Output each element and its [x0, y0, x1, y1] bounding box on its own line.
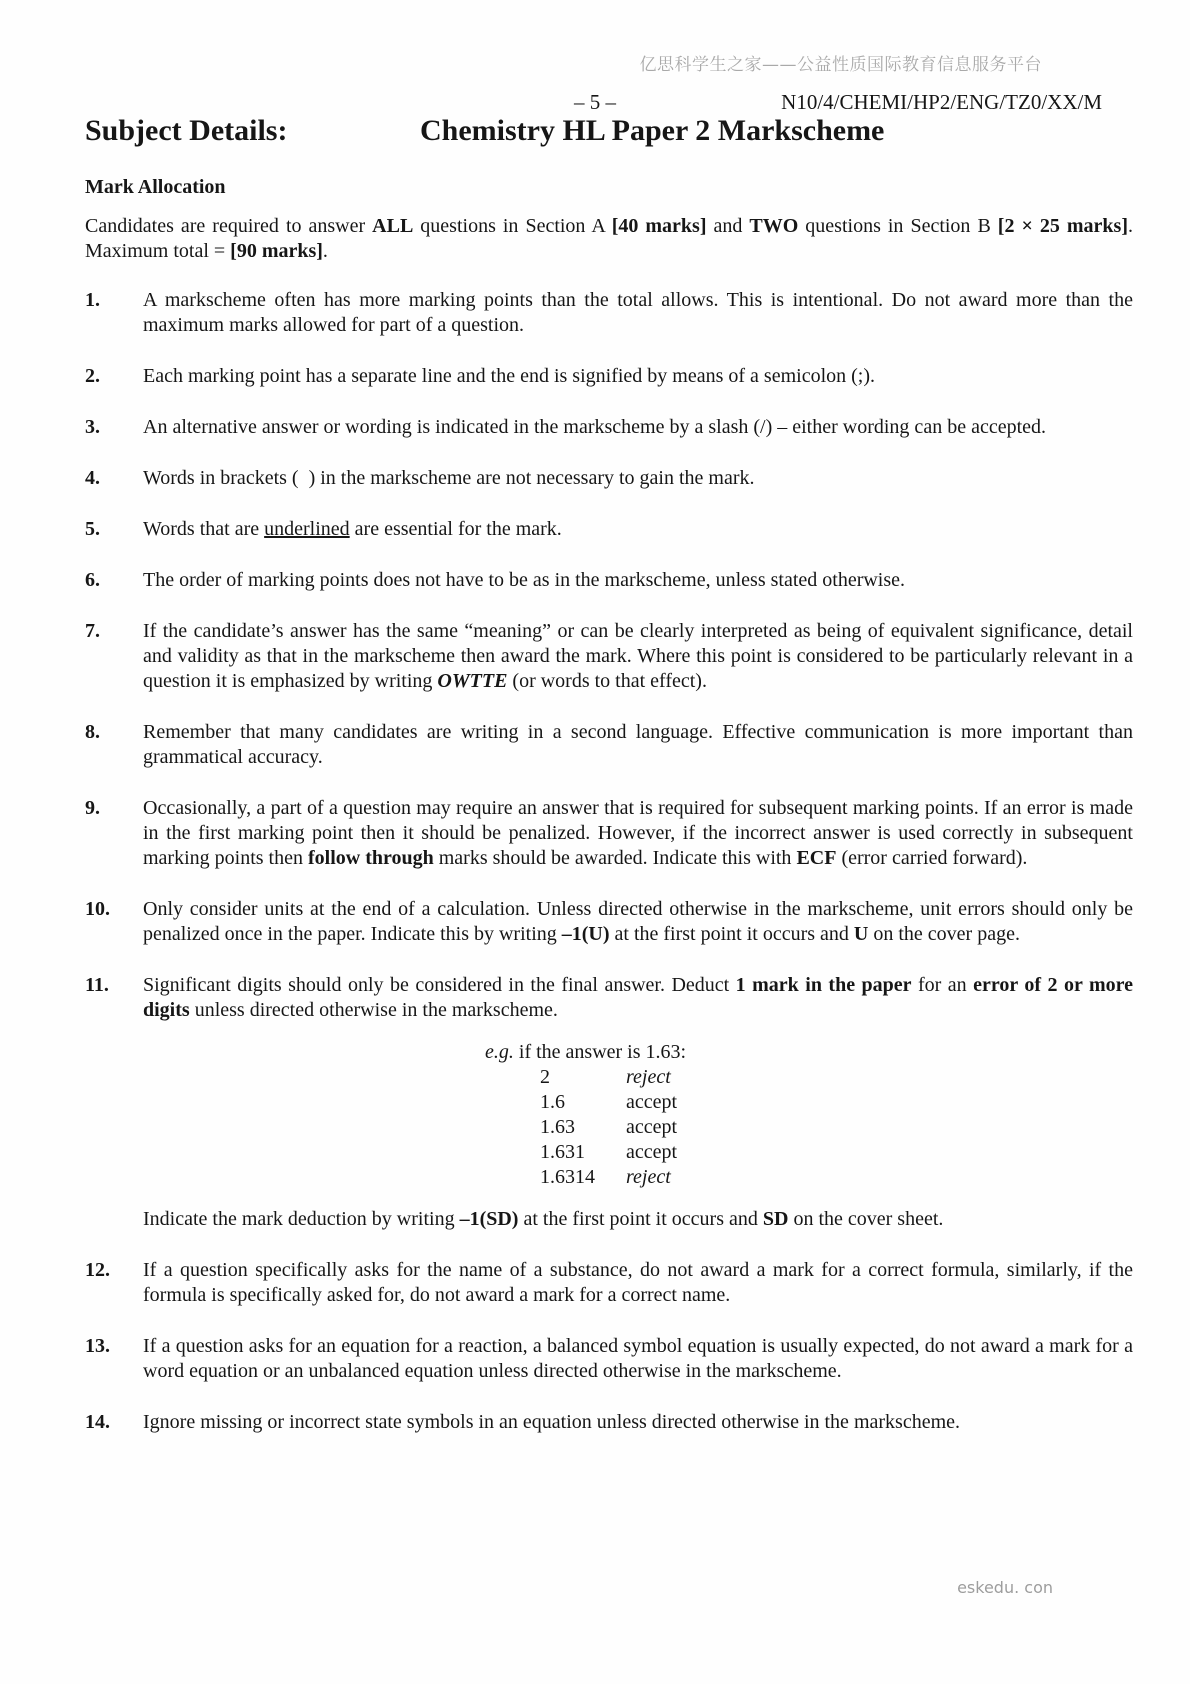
- rule-text: [143, 364, 1133, 389]
- example-verdict: reject: [626, 1166, 671, 1188]
- rule-number: 13.: [85, 1335, 110, 1357]
- rule-text: [143, 517, 1133, 542]
- rule-number: 4.: [85, 467, 100, 489]
- rule-item: [85, 973, 1133, 1232]
- subject-details-label: Subject Details:: [85, 114, 288, 147]
- rule-paragraph: Occasionally, a part of a question may require an answer that is required for subsequent marking points. If an error is made in the first marking point then it should be penalized. However, if the incorrect answer is used correctly in subsequent marking points then follow through marks should be awarded. Indicate this with ECF (error carried forward).: [143, 797, 1133, 869]
- rule-item: [85, 364, 1133, 389]
- rule-item: [85, 796, 1133, 871]
- rule-text: [143, 466, 1133, 491]
- rule-item: [85, 619, 1133, 694]
- rule-text: [143, 415, 1133, 440]
- page-number: – 5 –: [574, 90, 616, 114]
- document-title: [85, 112, 1133, 150]
- rule-text: [143, 973, 1133, 1232]
- rule-paragraph: Each marking point has a separate line and the end is signified by means of a semicolon (;).: [143, 365, 876, 387]
- example-value: 1.6314: [540, 1166, 595, 1188]
- example-verdict: accept: [626, 1116, 678, 1138]
- example-verdict: accept: [626, 1091, 678, 1113]
- rule-number: 7.: [85, 620, 100, 642]
- rule-paragraph: Words that are underlined are essential for the mark.: [143, 518, 562, 540]
- example-heading: e.g. if the answer is 1.63:: [485, 1041, 687, 1063]
- rule-paragraph: An alternative answer or wording is indicated in the markscheme by a slash (/) – either wording can be accepted.: [143, 416, 1047, 438]
- rule-paragraph: Significant digits should only be considered in the final answer. Deduct 1 mark in the paper for an error of 2 or more digits unless directed otherwise in the markscheme.: [143, 974, 1133, 1021]
- rule-paragraph: If the candidate’s answer has the same “meaning” or can be clearly interpreted as being of equivalent significance, detail and validity as that in the markscheme then award the mark. Where this point is considered to be particularly relevant in a question it is emphasized by writing OWTTE (or words to that effect).: [143, 620, 1133, 692]
- paper-code: N10/4/CHEMI/HP2/ENG/TZ0/XX/M: [781, 90, 1102, 114]
- intro-paragraph: Candidates are required to answer ALL questions in Section A [40 marks] and TWO questions in Section B [2 × 25 marks]. Maximum total = [90 marks].: [85, 215, 1133, 262]
- rule-item: [85, 415, 1133, 440]
- example-row: [540, 1090, 686, 1115]
- rule-paragraph: A markscheme often has more marking points than the total allows. This is intentional. Do not award more than the maximum marks allowed for part of a question.: [143, 289, 1133, 336]
- sd-deduction-note: Indicate the mark deduction by writing –1(SD) at the first point it occurs and SD on the cover sheet.: [143, 1208, 944, 1230]
- rule-text: [143, 897, 1133, 947]
- paper-title: Chemistry HL Paper 2 Markscheme: [420, 114, 885, 147]
- rule-item: [85, 1410, 1133, 1435]
- example-row: [540, 1165, 686, 1190]
- example-verdict: reject: [626, 1066, 671, 1088]
- rule-item: [85, 466, 1133, 491]
- rule-item: [85, 1258, 1133, 1308]
- example-verdict: accept: [626, 1141, 678, 1163]
- example-row: [540, 1065, 686, 1090]
- rule-text: [143, 1334, 1133, 1384]
- rules-list: [85, 288, 1133, 1435]
- section-heading: Mark Allocation: [85, 176, 226, 198]
- rule-item: [85, 568, 1133, 593]
- rule-number: 10.: [85, 898, 110, 920]
- rule-text: [143, 568, 1133, 593]
- example-value: 1.6: [540, 1091, 565, 1113]
- rule-number: 3.: [85, 416, 100, 438]
- rule-paragraph: If a question specifically asks for the name of a substance, do not award a mark for a correct formula, similarly, if the formula is specifically asked for, do not award a mark for a correct name.: [143, 1259, 1133, 1306]
- example-value: 2: [540, 1066, 550, 1088]
- rule-number: 11.: [85, 974, 109, 996]
- rule-item: [85, 1334, 1133, 1384]
- example-value: 1.631: [540, 1141, 585, 1163]
- rule-item: [85, 720, 1133, 770]
- rule-item: [85, 897, 1133, 947]
- example-value: 1.63: [540, 1116, 575, 1138]
- rule-text: [143, 1258, 1133, 1308]
- example-row: [540, 1115, 686, 1140]
- rule-number: 6.: [85, 569, 100, 591]
- rule-paragraph: Only consider units at the end of a calculation. Unless directed otherwise in the markscheme, unit errors should only be penalized once in the paper. Indicate this by writing –1(U) at the first point it occurs and U on the cover page.: [143, 898, 1133, 945]
- rule-paragraph: Remember that many candidates are writing in a second language. Effective communication is more important than grammatical accuracy.: [143, 721, 1133, 768]
- rule-paragraph: If a question asks for an equation for a reaction, a balanced symbol equation is usually expected, do not award a mark for a word equation or an unbalanced equation unless directed otherwise in the markscheme.: [143, 1335, 1133, 1382]
- rule-number: 14.: [85, 1411, 110, 1433]
- rule-number: 1.: [85, 289, 100, 311]
- rule-item: [85, 517, 1133, 542]
- rule-text: [143, 796, 1133, 871]
- rule-number: 5.: [85, 518, 100, 540]
- rule-paragraph: The order of marking points does not have to be as in the markscheme, unless stated otherwise.: [143, 569, 906, 591]
- rule-paragraph: Words in brackets ( ) in the markscheme are not necessary to gain the mark.: [143, 467, 755, 489]
- rule-item: [85, 288, 1133, 338]
- rule-text: [143, 720, 1133, 770]
- rule-paragraph: Ignore missing or incorrect state symbols in an equation unless directed otherwise in the markscheme.: [143, 1411, 961, 1433]
- rule-text: [143, 288, 1133, 338]
- rule-number: 2.: [85, 365, 100, 387]
- page-header: [0, 90, 1190, 116]
- watermark-bottom: eskedu. con: [957, 1578, 1053, 1597]
- rule-number: 12.: [85, 1259, 110, 1281]
- rule-text: [143, 1410, 1133, 1435]
- rule-text: [143, 619, 1133, 694]
- watermark-top: 亿思科学生之家——公益性质国际教育信息服务平台: [639, 55, 1042, 75]
- rule-number: 8.: [85, 721, 100, 743]
- sig-fig-example: [485, 1040, 686, 1190]
- example-row: [540, 1140, 686, 1165]
- rule-number: 9.: [85, 797, 100, 819]
